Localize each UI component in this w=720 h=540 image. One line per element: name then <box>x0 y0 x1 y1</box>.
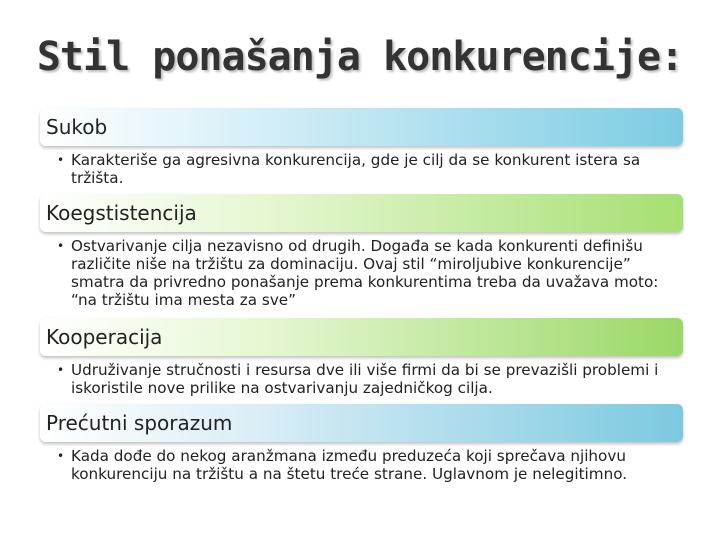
section-heading-kooperacija: Kooperacija <box>40 318 683 356</box>
bullet-icon: • <box>57 449 65 463</box>
bullet-icon: • <box>57 239 65 253</box>
section-description: Ostvarivanje cilja nezavisno od drugih. Događa se kada konkurenti definišu različite niše na tržištu za dominaciju. Ovaj stil “miroljubive konkurencije” smatra da privredno ponašanje prema konkurentima treba da uvažava moto: “na tržištu ima mesta za sve” <box>71 237 659 309</box>
section-description: Udruživanje stručnosti i resursa dve ili više firmi da bi se prevazišli problemi i iskoristile nove prilike na ostvarivanju zajedničkog cilja. <box>71 361 659 397</box>
section-text-precutni-sporazum <box>40 447 683 483</box>
bullet-icon: • <box>57 363 65 377</box>
slide-title: Stil ponašanja konkurencije: <box>36 34 684 80</box>
section-precutni-sporazum <box>40 404 683 483</box>
section-heading-sukob: Sukob <box>40 108 683 146</box>
section-text-sukob <box>40 151 683 187</box>
section-koegzistencija <box>40 194 683 309</box>
section-heading-koegzistencija: Koegstistencija <box>40 194 683 232</box>
section-text-koegzistencija <box>40 237 683 309</box>
section-heading-precutni-sporazum: Prećutni sporazum <box>40 404 683 442</box>
section-description: Karakteriše ga agresivna konkurencija, gde je cilj da se konkurent istera sa tržišta. <box>71 151 641 187</box>
section-text-kooperacija <box>40 361 683 397</box>
bullet-icon: • <box>57 153 65 167</box>
section-sukob <box>40 108 683 187</box>
section-kooperacija <box>40 318 683 397</box>
section-description: Kada dođe do nekog aranžmana između preduzeća koji sprečava njihovu konkurenciju na tržištu a na štetu treće strane. Uglavnom je nelegitimno. <box>71 447 628 483</box>
